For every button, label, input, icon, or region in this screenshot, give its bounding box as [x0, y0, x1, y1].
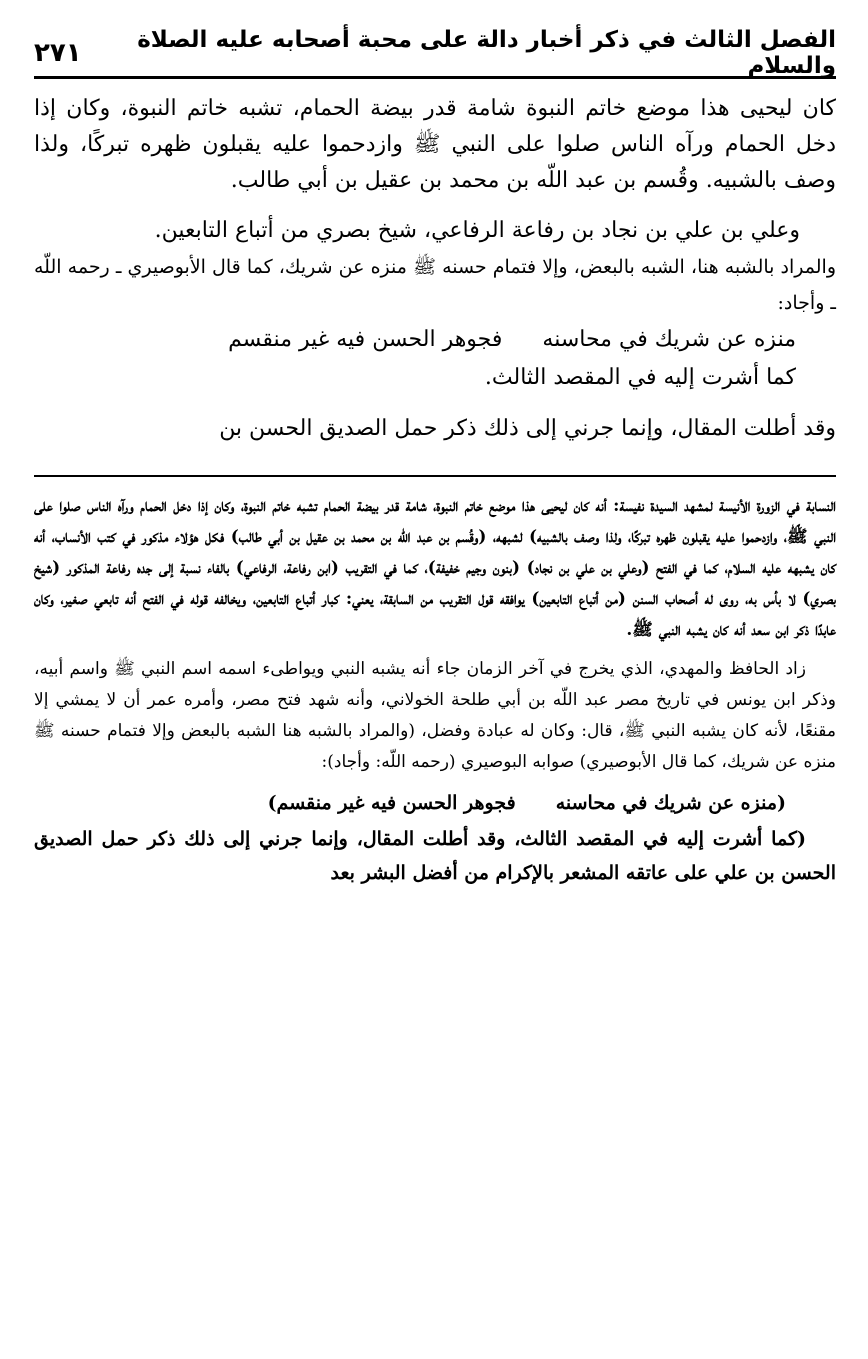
- page: [34, 27, 836, 1330]
- commentary-paragraph: النسابة في الزورة الأنيسة لمشهد السيدة نفيسة: أنه كان ليحيى هذا موضع خاتم النبوة، شامة قدر بيضة الحمام تشبه خاتم النبوة، وكان إذا دخل الحمام ورآه الناس صلوا على النبي ﷺ، وازدحموا عليه يقبلون ظهره تبركًا، ولذا وصف بالشبيه) لشبهه، (وقُسم بن عبد اللّه بن محمد بن عقيل بن أبي طالب) فكل هؤلاء مذكور في كتب الأنساب، أنه كان يشبهه عليه السلام، كما في الفتح (وعلي بن علي بن نجاد) (بنون وجيم خفيفة)، كما في التقريب (ابن رفاعة، الرفاعي) بالفاء نسبة إلى جده رفاعة المذكور (شيخ بصري) لا بأس به، روى له أصحاب السنن (من أتباع التابعين) يوافقه قول التقريب من السابقة، يعني: كبار أتباع التابعين، ويخالفه قوله في الفتح أنه تابعي صغير، وكان عابدًا ذكر ابن سعد أنه كان يشبه النبي ﷺ.: [34, 496, 836, 640]
- paragraph: كان ليحيى هذا موضع خاتم النبوة شامة قدر بيضة الحمام، تشبه خاتم النبوة، وكان إذا دخل الحمام ورآه الناس صلوا على النبي ﷺ وازدحموا عليه يقبلون ظهره تبركًا، ولذا وصف بالشبيه. وقُسم بن عبد اللّه بن محمد بن عقيل بن أبي طالب.: [34, 96, 836, 193]
- commentary-paragraph: زاد الحافظ والمهدي، الذي يخرج في آخر الزمان جاء أنه يشبه النبي ويواطىء اسمه اسم النبي ﷺ واسم أبيه، وذكر ابن يونس في تاريخ مصر عبد اللّه بن أبي طلحة الخولاني، وأنه شهد فتح مصر، وأمره عمر أن لا يمشي إلا مقنعًا، لأنه كان يشبه النبي ﷺ، قال: وكان له عبادة وفضل، (والمراد بالشبه هنا الشبه بالبعض وإلا فتمام حسنه ﷺ منزه عن شريك، كما قال الأبوصيري) صوابه البوصيري (رحمه اللّه: وأجاد):: [34, 659, 836, 772]
- verse-hemistich: فجوهر الحسن فيه غير منقسم: [228, 327, 503, 352]
- chapter-title: الفصل الثالث في ذكر أخبار دالة على محبة أصحابه عليه الصلاة والسلام: [137, 27, 836, 79]
- running-header: [34, 27, 836, 79]
- main-text: [34, 91, 836, 447]
- paragraph: كما أشرت إليه في المقصد الثالث.: [484, 365, 796, 390]
- commentary-paragraph: (كما أشرت إليه في المقصد الثالث، وقد أطلت المقال، وإنما جرني إلى ذلك ذكر حمل الصديق الحسن بن علي على عاتقه المشعر بالإكرام من أفضل البشر بعد: [34, 828, 836, 884]
- paragraph: وعلي بن علي بن نجاد بن رفاعة الرفاعي، شيخ بصري من أتباع التابعين.: [154, 218, 800, 243]
- verse-hemistich: فجوهر الحسن فيه غير منقسم): [267, 792, 516, 814]
- paragraph: وقد أطلت المقال، وإنما جرني إلى ذلك ذكر حمل الصديق الحسن بن: [219, 416, 836, 441]
- paragraph: والمراد بالشبه هنا، الشبه بالبعض، وإلا فتمام حسنه ﷺ منزه عن شريك، كما قال الأبوصيري ـ رحمه اللّه ـ وأجاد:: [34, 256, 836, 314]
- verse-hemistich: منزه عن شريك في محاسنه: [542, 327, 796, 352]
- verse: [34, 321, 836, 359]
- page-number: ٢٧١: [34, 38, 82, 68]
- verse: [34, 784, 836, 822]
- footnote-divider: [34, 475, 836, 477]
- commentary: [34, 491, 836, 890]
- verse-hemistich: (منزه عن شريك في محاسنه: [555, 792, 786, 814]
